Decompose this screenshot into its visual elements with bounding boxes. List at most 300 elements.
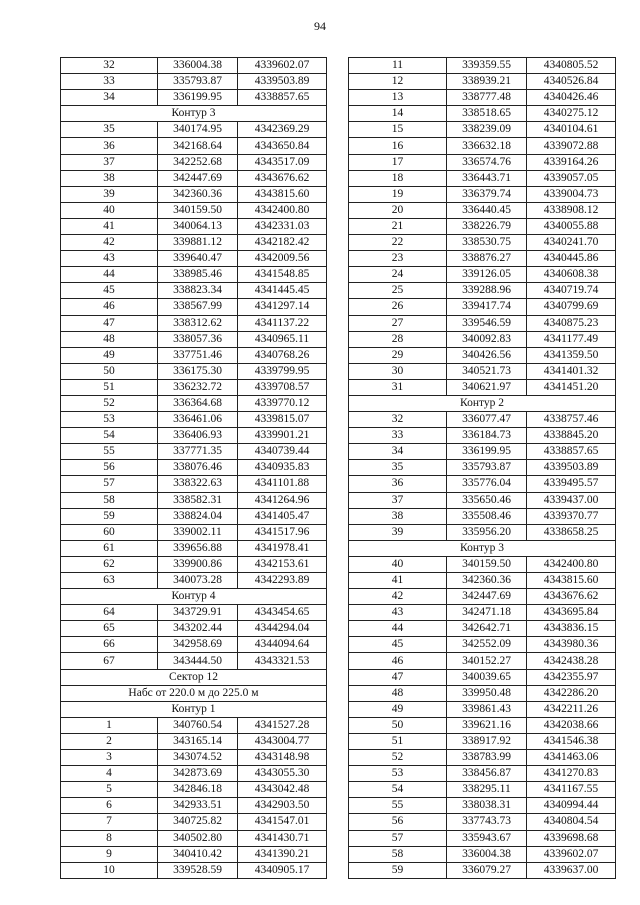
- coord-y: 4343004.77: [238, 733, 327, 749]
- table-row: [349, 669, 616, 685]
- coord-x: 338777.48: [447, 90, 527, 106]
- table-row: [61, 138, 327, 154]
- coord-x: 336443.71: [447, 170, 527, 186]
- coord-y: 4342400.80: [238, 202, 327, 218]
- page-number: 94: [314, 19, 326, 33]
- coord-y: 4339057.05: [527, 170, 616, 186]
- point-number: 31: [349, 379, 447, 395]
- point-number: 47: [349, 669, 447, 685]
- coord-y: 4343042.48: [238, 782, 327, 798]
- section-header-row: [61, 685, 327, 701]
- point-number: 7: [61, 814, 158, 830]
- table-row: [61, 299, 327, 315]
- table-row: [349, 814, 616, 830]
- table-row: [349, 798, 616, 814]
- coord-y: 4342038.66: [527, 717, 616, 733]
- table-row: [349, 846, 616, 862]
- coord-x: 343202.44: [158, 621, 238, 637]
- point-number: 36: [349, 476, 447, 492]
- coord-x: 336232.72: [158, 379, 238, 395]
- table-row: [349, 476, 616, 492]
- coord-x: 340073.28: [158, 573, 238, 589]
- section-header-row: [61, 701, 327, 717]
- point-number: 64: [61, 605, 158, 621]
- table-row: [61, 492, 327, 508]
- coord-x: 338322.63: [158, 476, 238, 492]
- point-number: 43: [349, 605, 447, 621]
- coord-y: 4341548.85: [238, 267, 327, 283]
- point-number: 54: [61, 428, 158, 444]
- coord-x: 342447.69: [447, 589, 527, 605]
- coord-y: 4340275.12: [527, 106, 616, 122]
- point-number: 22: [349, 235, 447, 251]
- coord-y: 4339770.12: [238, 395, 327, 411]
- coord-x: 335776.04: [447, 476, 527, 492]
- table-row: [349, 556, 616, 572]
- coord-y: 4343836.15: [527, 621, 616, 637]
- coord-y: 4339901.21: [238, 428, 327, 444]
- table-row: [61, 428, 327, 444]
- point-number: 55: [349, 798, 447, 814]
- table-row: [349, 58, 616, 74]
- coord-y: 4341390.21: [238, 846, 327, 862]
- table-row: [61, 476, 327, 492]
- coord-y: 4340804.54: [527, 814, 616, 830]
- point-number: 57: [61, 476, 158, 492]
- coord-y: 4340875.23: [527, 315, 616, 331]
- coord-y: 4340719.74: [527, 283, 616, 299]
- table-row: [349, 492, 616, 508]
- coord-x: 335793.87: [447, 460, 527, 476]
- section-header-row: [61, 589, 327, 605]
- table-row: [61, 363, 327, 379]
- coord-x: 338985.46: [158, 267, 238, 283]
- coord-x: 338057.36: [158, 331, 238, 347]
- table-row: [61, 379, 327, 395]
- point-number: 20: [349, 202, 447, 218]
- coord-x: 340760.54: [158, 717, 238, 733]
- point-number: 37: [61, 154, 158, 170]
- point-number: 29: [349, 347, 447, 363]
- table-row: [349, 379, 616, 395]
- coord-y: 4342182.42: [238, 235, 327, 251]
- table-row: [349, 299, 616, 315]
- table-row: [61, 717, 327, 733]
- point-number: 34: [349, 444, 447, 460]
- point-number: 49: [349, 701, 447, 717]
- table-row: [349, 186, 616, 202]
- coord-x: 336440.45: [447, 202, 527, 218]
- point-number: 21: [349, 218, 447, 234]
- point-number: 67: [61, 653, 158, 669]
- coord-y: 4343517.09: [238, 154, 327, 170]
- table-row: [61, 637, 327, 653]
- coord-y: 4340608.38: [527, 267, 616, 283]
- table-row: [61, 74, 327, 90]
- point-number: 32: [61, 58, 158, 74]
- point-number: 27: [349, 315, 447, 331]
- table-row: [61, 540, 327, 556]
- coord-y: 4339637.00: [527, 862, 616, 878]
- coord-x: 338939.21: [447, 74, 527, 90]
- coord-x: 338824.04: [158, 508, 238, 524]
- point-number: 9: [61, 846, 158, 862]
- table-row: [349, 283, 616, 299]
- section-header-row: [61, 106, 327, 122]
- table-row: [349, 122, 616, 138]
- point-number: 19: [349, 186, 447, 202]
- table-row: [61, 733, 327, 749]
- coord-x: 336184.73: [447, 428, 527, 444]
- coord-y: 4339495.57: [527, 476, 616, 492]
- coord-x: 336004.38: [447, 846, 527, 862]
- coord-x: 340521.73: [447, 363, 527, 379]
- point-number: 41: [61, 218, 158, 234]
- coord-y: 4341527.28: [238, 717, 327, 733]
- coord-y: 4342331.03: [238, 218, 327, 234]
- coord-x: 339656.88: [158, 540, 238, 556]
- table-row: [349, 750, 616, 766]
- table-row: [61, 621, 327, 637]
- table-row: [61, 798, 327, 814]
- table-row: [349, 460, 616, 476]
- table-row: [349, 733, 616, 749]
- point-number: 44: [349, 621, 447, 637]
- section-header: Сектор 12: [61, 669, 327, 685]
- table-row: [349, 170, 616, 186]
- point-number: 55: [61, 444, 158, 460]
- point-number: 49: [61, 347, 158, 363]
- section-header-row: [349, 540, 616, 556]
- point-number: 33: [61, 74, 158, 90]
- table-row: [349, 573, 616, 589]
- coord-y: 4340241.70: [527, 235, 616, 251]
- coord-x: 338312.62: [158, 315, 238, 331]
- table-row: [61, 524, 327, 540]
- point-number: 1: [61, 717, 158, 733]
- coord-x: 338239.09: [447, 122, 527, 138]
- point-number: 36: [61, 138, 158, 154]
- coord-x: 340725.82: [158, 814, 238, 830]
- point-number: 40: [61, 202, 158, 218]
- coord-x: 339640.47: [158, 251, 238, 267]
- point-number: 50: [349, 717, 447, 733]
- table-row: [61, 218, 327, 234]
- section-header: Контур 3: [61, 106, 327, 122]
- table-row: [349, 347, 616, 363]
- point-number: 23: [349, 251, 447, 267]
- coord-x: 338518.65: [447, 106, 527, 122]
- coord-x: 339288.96: [447, 283, 527, 299]
- coord-y: 4340055.88: [527, 218, 616, 234]
- point-number: 14: [349, 106, 447, 122]
- table-row: [61, 782, 327, 798]
- coord-y: 4343815.60: [238, 186, 327, 202]
- coord-x: 343165.14: [158, 733, 238, 749]
- coord-y: 4339602.07: [238, 58, 327, 74]
- coord-x: 342642.71: [447, 621, 527, 637]
- point-number: 46: [61, 299, 158, 315]
- coord-x: 338582.31: [158, 492, 238, 508]
- point-number: 11: [349, 58, 447, 74]
- coord-y: 4339815.07: [238, 412, 327, 428]
- table-row: [349, 653, 616, 669]
- coord-x: 338823.34: [158, 283, 238, 299]
- coord-x: 338456.87: [447, 766, 527, 782]
- point-number: 57: [349, 830, 447, 846]
- coord-y: 4339503.89: [527, 460, 616, 476]
- coord-x: 339359.55: [447, 58, 527, 74]
- coord-x: 335943.67: [447, 830, 527, 846]
- coord-x: 339861.43: [447, 701, 527, 717]
- coord-y: 4338857.65: [527, 444, 616, 460]
- coord-x: 340174.95: [158, 122, 238, 138]
- table-row: [349, 589, 616, 605]
- coord-x: 339881.12: [158, 235, 238, 251]
- coord-y: 4340805.52: [527, 58, 616, 74]
- coord-x: 339417.74: [447, 299, 527, 315]
- coord-x: 338917.92: [447, 733, 527, 749]
- coord-x: 343074.52: [158, 750, 238, 766]
- coord-y: 4340768.26: [238, 347, 327, 363]
- point-number: 26: [349, 299, 447, 315]
- coord-x: 339126.05: [447, 267, 527, 283]
- table-row: [61, 846, 327, 862]
- coord-y: 4341430.71: [238, 830, 327, 846]
- table-row: [61, 58, 327, 74]
- table-row: [349, 202, 616, 218]
- coord-y: 4341451.20: [527, 379, 616, 395]
- table-row: [349, 782, 616, 798]
- coord-y: 4339370.77: [527, 508, 616, 524]
- coord-y: 4344094.64: [238, 637, 327, 653]
- table-row: [349, 701, 616, 717]
- coord-x: 335508.46: [447, 508, 527, 524]
- coord-y: 4341547.01: [238, 814, 327, 830]
- coord-x: 338876.27: [447, 251, 527, 267]
- coord-x: 340159.50: [447, 556, 527, 572]
- coord-y: 4342211.26: [527, 701, 616, 717]
- point-number: 54: [349, 782, 447, 798]
- point-number: 58: [349, 846, 447, 862]
- coord-y: 4340935.83: [238, 460, 327, 476]
- table-row: [349, 138, 616, 154]
- coord-x: 342252.68: [158, 154, 238, 170]
- coord-x: 338226.79: [447, 218, 527, 234]
- point-number: 48: [61, 331, 158, 347]
- section-header-row: [61, 669, 327, 685]
- table-row: [349, 621, 616, 637]
- table-row: [61, 605, 327, 621]
- coord-x: 342958.69: [158, 637, 238, 653]
- section-header: Контур 1: [61, 701, 327, 717]
- coord-y: 4339602.07: [527, 846, 616, 862]
- point-number: 51: [61, 379, 158, 395]
- point-number: 50: [61, 363, 158, 379]
- point-number: 13: [349, 90, 447, 106]
- coord-x: 335650.46: [447, 492, 527, 508]
- coord-y: 4339698.68: [527, 830, 616, 846]
- coord-y: 4343980.36: [527, 637, 616, 653]
- point-number: 12: [349, 74, 447, 90]
- table-row: [349, 524, 616, 540]
- point-number: 48: [349, 685, 447, 701]
- coord-x: 339950.48: [447, 685, 527, 701]
- coord-y: 4341445.45: [238, 283, 327, 299]
- coord-x: 340159.50: [158, 202, 238, 218]
- point-number: 10: [61, 862, 158, 878]
- coord-x: 338567.99: [158, 299, 238, 315]
- coord-x: 342933.51: [158, 798, 238, 814]
- table-row: [61, 412, 327, 428]
- coord-y: 4340426.46: [527, 90, 616, 106]
- table-row: [61, 122, 327, 138]
- table-row: [349, 218, 616, 234]
- point-number: 47: [61, 315, 158, 331]
- coord-y: 4340445.86: [527, 251, 616, 267]
- coord-x: 336574.76: [447, 154, 527, 170]
- table-row: [61, 315, 327, 331]
- coord-y: 4340965.11: [238, 331, 327, 347]
- coord-x: 342846.18: [158, 782, 238, 798]
- coord-x: 335956.20: [447, 524, 527, 540]
- table-row: [61, 283, 327, 299]
- coord-y: 4338857.65: [238, 90, 327, 106]
- point-number: 8: [61, 830, 158, 846]
- coord-x: 336077.47: [447, 412, 527, 428]
- table-row: [61, 830, 327, 846]
- coord-x: 338076.46: [158, 460, 238, 476]
- coord-y: 4342355.97: [527, 669, 616, 685]
- coord-x: 337751.46: [158, 347, 238, 363]
- coord-y: 4341177.49: [527, 331, 616, 347]
- coord-x: 343729.91: [158, 605, 238, 621]
- coord-y: 4343055.30: [238, 766, 327, 782]
- table-row: [349, 717, 616, 733]
- coord-x: 336199.95: [447, 444, 527, 460]
- coord-y: 4338658.25: [527, 524, 616, 540]
- coord-x: 338038.31: [447, 798, 527, 814]
- point-number: 6: [61, 798, 158, 814]
- point-number: 15: [349, 122, 447, 138]
- table-row: [61, 347, 327, 363]
- coord-y: 4342438.28: [527, 653, 616, 669]
- coord-x: 340410.42: [158, 846, 238, 862]
- coord-x: 336199.95: [158, 90, 238, 106]
- table-row: [61, 653, 327, 669]
- table-row: [349, 412, 616, 428]
- point-number: 44: [61, 267, 158, 283]
- coord-y: 4341270.83: [527, 766, 616, 782]
- point-number: 45: [349, 637, 447, 653]
- section-header: Контур 4: [61, 589, 327, 605]
- coord-y: 4343321.53: [238, 653, 327, 669]
- coord-y: 4343676.62: [527, 589, 616, 605]
- coord-y: 4342369.29: [238, 122, 327, 138]
- point-number: 39: [349, 524, 447, 540]
- point-number: 63: [61, 573, 158, 589]
- coord-x: 336004.38: [158, 58, 238, 74]
- point-number: 28: [349, 331, 447, 347]
- coord-y: 4341405.47: [238, 508, 327, 524]
- point-number: 62: [61, 556, 158, 572]
- coord-x: 340621.97: [447, 379, 527, 395]
- coord-y: 4341978.41: [238, 540, 327, 556]
- coord-y: 4342009.56: [238, 251, 327, 267]
- table-row: [349, 315, 616, 331]
- point-number: 4: [61, 766, 158, 782]
- coord-x: 340152.27: [447, 653, 527, 669]
- table-row: [61, 202, 327, 218]
- point-number: 51: [349, 733, 447, 749]
- section-header-row: [349, 395, 616, 411]
- point-number: 56: [61, 460, 158, 476]
- table-row: [349, 154, 616, 170]
- coord-x: 336632.18: [447, 138, 527, 154]
- coord-y: 4340104.61: [527, 122, 616, 138]
- coord-x: 336461.06: [158, 412, 238, 428]
- coord-y: 4338908.12: [527, 202, 616, 218]
- coord-y: 4340799.69: [527, 299, 616, 315]
- coord-x: 336079.27: [447, 862, 527, 878]
- table-row: [349, 508, 616, 524]
- coord-y: 4343454.65: [238, 605, 327, 621]
- table-row: [61, 750, 327, 766]
- coord-x: 340064.13: [158, 218, 238, 234]
- table-row: [61, 186, 327, 202]
- coord-y: 4340994.44: [527, 798, 616, 814]
- coord-x: 342873.69: [158, 766, 238, 782]
- point-number: 40: [349, 556, 447, 572]
- point-number: 42: [349, 589, 447, 605]
- point-number: 43: [61, 251, 158, 267]
- coord-x: 339528.59: [158, 862, 238, 878]
- point-number: 32: [349, 412, 447, 428]
- coord-y: 4341297.14: [238, 299, 327, 315]
- point-number: 59: [349, 862, 447, 878]
- point-number: 53: [61, 412, 158, 428]
- table-row: [349, 830, 616, 846]
- table-row: [61, 235, 327, 251]
- coord-x: 336364.68: [158, 395, 238, 411]
- point-number: 52: [349, 750, 447, 766]
- table-row: [349, 605, 616, 621]
- coord-y: 4339708.57: [238, 379, 327, 395]
- point-number: 38: [349, 508, 447, 524]
- coord-x: 335793.87: [158, 74, 238, 90]
- coord-y: 4341137.22: [238, 315, 327, 331]
- coord-y: 4341359.50: [527, 347, 616, 363]
- coord-y: 4342903.50: [238, 798, 327, 814]
- point-number: 18: [349, 170, 447, 186]
- table-row: [61, 90, 327, 106]
- coord-y: 4341546.38: [527, 733, 616, 749]
- coord-x: 342471.18: [447, 605, 527, 621]
- point-number: 56: [349, 814, 447, 830]
- point-number: 2: [61, 733, 158, 749]
- coord-y: 4338845.20: [527, 428, 616, 444]
- coord-x: 338783.99: [447, 750, 527, 766]
- coord-y: 4340905.17: [238, 862, 327, 878]
- table-row: [61, 862, 327, 878]
- point-number: 61: [61, 540, 158, 556]
- table-row: [349, 363, 616, 379]
- coord-y: 4339799.95: [238, 363, 327, 379]
- table-row: [349, 90, 616, 106]
- point-number: 66: [61, 637, 158, 653]
- coord-y: 4341517.96: [238, 524, 327, 540]
- coord-y: 4341167.55: [527, 782, 616, 798]
